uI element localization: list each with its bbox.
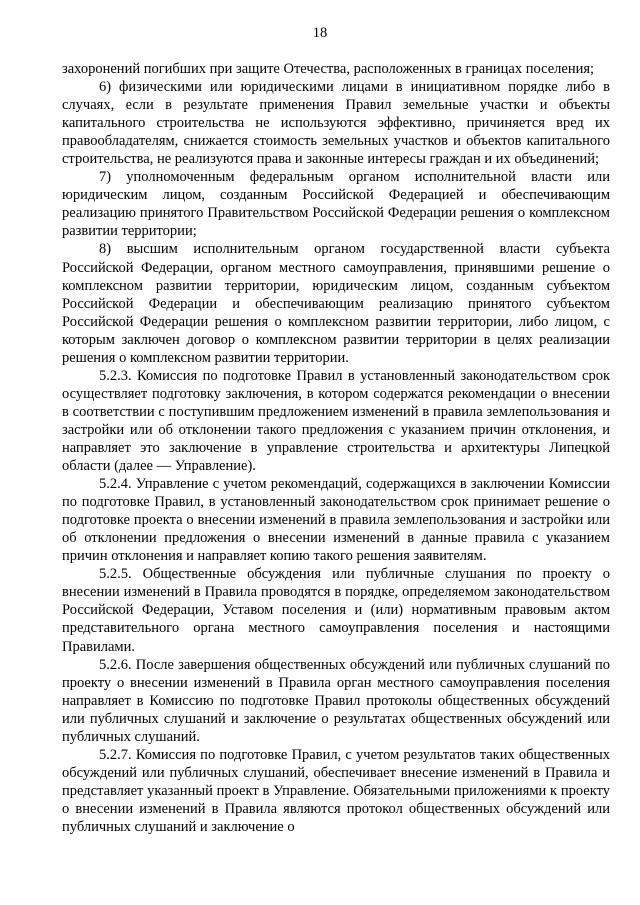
paragraph-5-2-7: 5.2.7. Комиссия по подготовке Правил, с учетом результатов таких общественных обсуждений или публичных слушаний, обеспечивает внесение изменений в Правила и представляет указанный проект в Управление. Обязательными приложениями к проекту о внесении изменений в Правила являются протокол общественных обсуждений или публичных слушаний и заключение о	[62, 746, 610, 835]
paragraph-5-2-5: 5.2.5. Общественные обсуждения или публичные слушания по проекту о внесении изменений в Правила проводятся в порядке, определяемом законодательством Российской Федерации, Уставом поселения и (или) нормативным правовым актом представительного органа местного самоуправления поселения и настоящими Правилами.	[62, 566, 610, 655]
paragraph-5-2-6: 5.2.6. После завершения общественных обсуждений или публичных слушаний по проекту о внесении изменений в Правила орган местного самоуправления поселения направляет в Комиссию по подготовке Правил протоколы общественных обсуждений или публичных слушаний и заключение о результатах общественных обсуждений или публичных слушаний.	[62, 656, 610, 745]
paragraph-5-2-3: 5.2.3. Комиссия по подготовке Правил в установленный законодательством срок осуществляет подготовку заключения, в котором содержатся рекомендации о внесении в соответствии с поступившим предложением изменений в правила землепользования и застройки или об отклонении такого предложения с указанием причин отклонения, и направляет это заключение в управление строительства и архитектуры Липецкой области (далее — Управление).	[62, 367, 610, 475]
document-body	[62, 60, 610, 836]
paragraph-5-2-4: 5.2.4. Управление с учетом рекомендаций, содержащихся в заключении Комиссии по подготовке Правил, в установленный законодательством срок принимает решение о подготовке проекта о внесении изменений в правила землепользования и застройки или об отклонении предложения о внесении изменений в данные правила с указанием причин отклонения и направляет копию такого решения заявителям.	[62, 476, 610, 565]
paragraph-item-7: 7) уполномоченным федеральным органом исполнительной власти или юридическим лицом, созданным Российской Федерацией и обеспечивающим реализацию принятого Правительством Российской Федерации решения о комплексном развитии территории;	[62, 169, 610, 240]
paragraph-item-8: 8) высшим исполнительным органом государственной власти субъекта Российской Федерации, органом местного самоуправления, принявшими решение о комплексном развитии территории, юридическим лицом, созданным субъектом Российской Федерации и обеспечивающим реализацию принятого субъектом Российской Федерации решения о комплексном развитии территории, либо лицом, с которым заключен договор о комплексном развитии территории в целях реализации решения о комплексном развитии территории.	[62, 241, 610, 366]
page-number: 18	[312, 25, 328, 41]
paragraph-continuation: захоронений погибших при защите Отечества, расположенных в границах поселения;	[62, 61, 595, 77]
paragraph-item-6: 6) физическими или юридическими лицами в инициативном порядке либо в случаях, если в результате применения Правил земельные участки и объекты капитального строительства не используются эффективно, причиняется вред их правообладателям, снижается стоимость земельных участков и объектов капитального строительства, не реализуются права и законные интересы граждан и их объединений;	[62, 79, 610, 168]
